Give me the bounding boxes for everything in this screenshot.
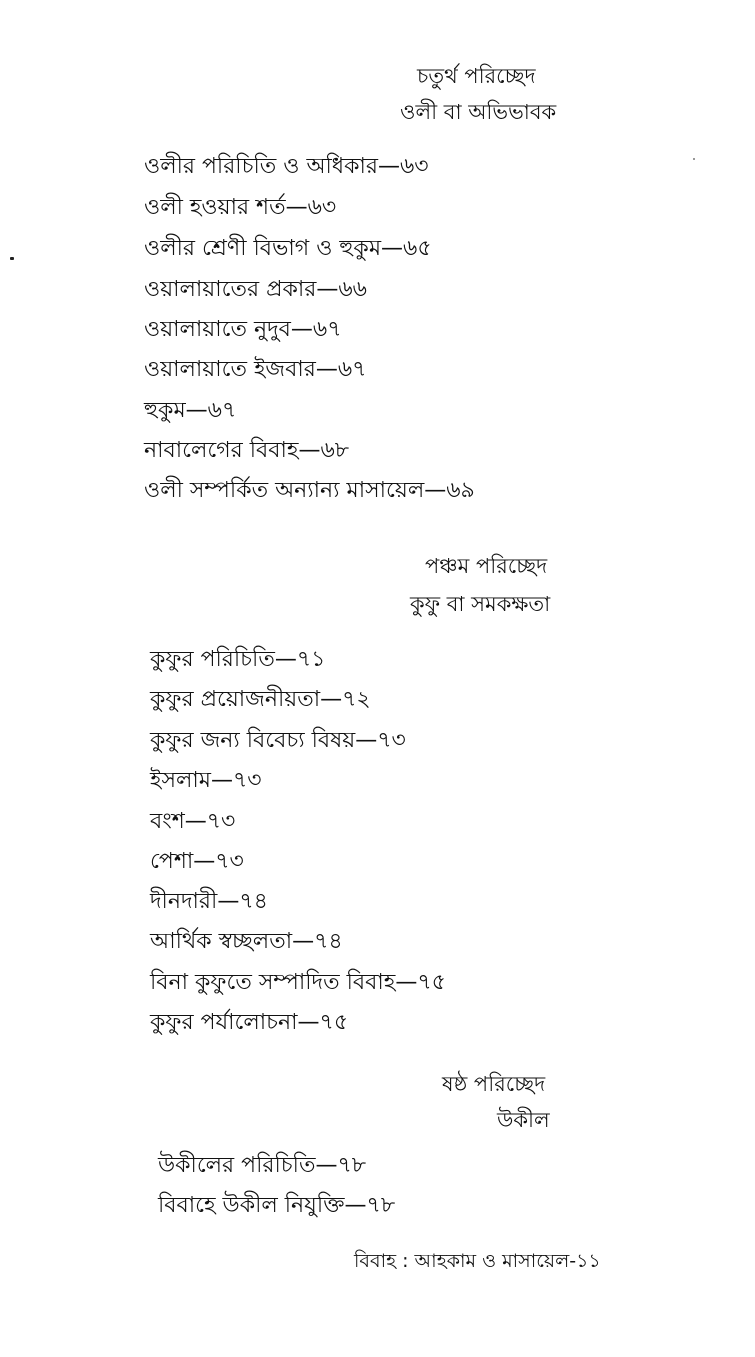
toc-entry: ওয়ালায়াতের প্রকার—৬৬ — [144, 277, 367, 302]
toc-entry: কুফুর প্রয়োজনীয়তা—৭২ — [150, 687, 371, 712]
toc-entry: বংশ—৭৩ — [150, 809, 236, 834]
chapter-title: উকীল — [497, 1108, 550, 1132]
toc-entry: ইসলাম—৭৩ — [150, 768, 262, 793]
toc-entry: দীনদারী—৭৪ — [150, 889, 268, 914]
toc-entry: কুফুর পর্যালোচনা—৭৫ — [150, 1010, 349, 1035]
toc-entry: ওলী হওয়ার শর্ত—৬৩ — [144, 195, 337, 220]
chapter-title: কুফু বা সমকক্ষতা — [410, 592, 551, 616]
chapter-heading: চতুর্থ পরিচ্ছেদ — [417, 64, 536, 88]
toc-entry: হুকুম—৬৭ — [144, 398, 237, 423]
toc-entry: বিনা কুফুতে সম্পাদিত বিবাহ—৭৫ — [150, 970, 446, 995]
toc-entry: ওয়ালায়াতে নুদুব—৬৭ — [144, 317, 342, 342]
page-footer: বিবাহ : আহকাম ও মাসায়েল-১১ — [354, 1250, 601, 1272]
chapter-heading: ষষ্ঠ পরিচ্ছেদ — [442, 1072, 546, 1096]
toc-entry: ওলীর পরিচিতি ও অধিকার—৬৩ — [144, 154, 429, 179]
chapter-heading: পঞ্চম পরিচ্ছেদ — [425, 554, 548, 578]
toc-entry: নাবালেগের বিবাহ—৬৮ — [144, 438, 350, 463]
toc-entry: ওলীর শ্রেণী বিভাগ ও হুকুম—৬৫ — [144, 236, 432, 261]
toc-entry: উকীলের পরিচিতি—৭৮ — [158, 1153, 367, 1178]
scan-speck — [10, 257, 14, 260]
toc-entry: পেশা—৭৩ — [150, 849, 244, 874]
toc-entry: কুফুর জন্য বিবেচ্য বিষয়—৭৩ — [150, 728, 406, 753]
toc-entry: আর্থিক স্বচ্ছলতা—৭৪ — [150, 929, 343, 954]
scan-speck — [693, 158, 695, 160]
chapter-title: ওলী বা অভিভাবক — [400, 100, 557, 124]
toc-entry: কুফুর পরিচিতি—৭১ — [150, 647, 326, 672]
toc-entry: বিবাহে উকীল নিযুক্তি—৭৮ — [158, 1193, 396, 1218]
toc-entry: ওয়ালায়াতে ইজবার—৬৭ — [144, 357, 367, 382]
toc-entry: ওলী সম্পর্কিত অন্যান্য মাসায়েল—৬৯ — [144, 478, 475, 503]
